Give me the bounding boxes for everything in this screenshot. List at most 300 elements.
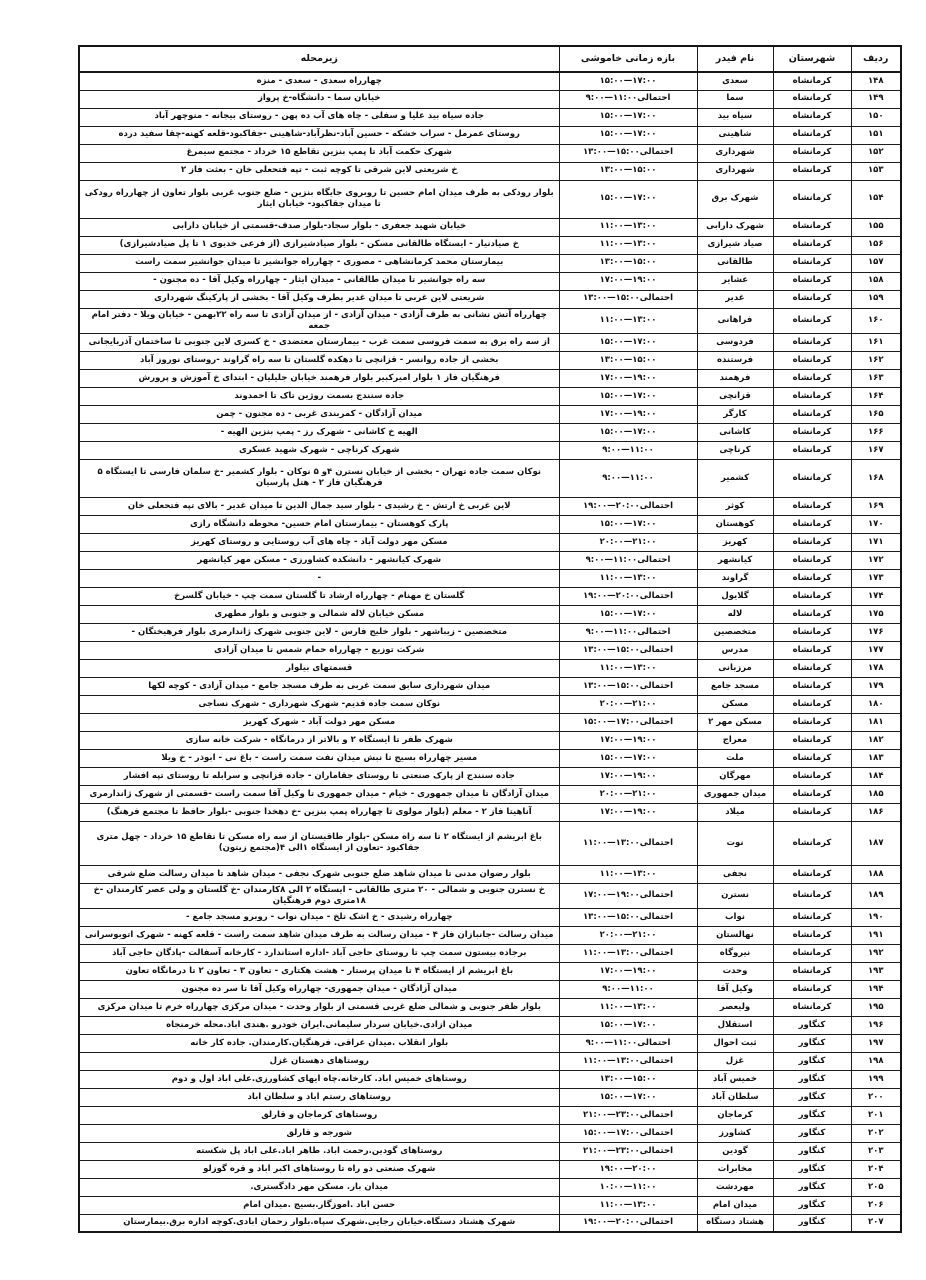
sub-neighborhood-cell: نوکان سمت جاده تهران - بخشی از خیابان نسترن ۴و ۵ نوکان - بلوار کشمیر -خ سلمان فارسی تا ایستگاه ۵ فرهنگیان فاز ۲ - هتل پارسیان xyxy=(79,459,559,497)
row-number-cell: ۱۶۵ xyxy=(851,405,901,423)
row-number-cell: ۱۹۸ xyxy=(851,1052,901,1070)
feeder-name-cell: شهرداری xyxy=(697,144,773,162)
row-number-cell: ۱۷۱ xyxy=(851,533,901,551)
table-row xyxy=(79,108,901,126)
county-cell: کرمانشاه xyxy=(773,308,851,333)
header-row-number: ردیف xyxy=(851,46,901,72)
table-row xyxy=(79,908,901,926)
sub-neighborhood-cell: فرهنگیان فاز ۱ بلوار امیرکبیر بلوار فرهمند خیابان جلیلیان - ابتدای خ آموزش و پرورش xyxy=(79,369,559,387)
county-cell: کرمانشاه xyxy=(773,515,851,533)
feeder-name-cell: ملت xyxy=(697,749,773,767)
row-number-cell: ۱۸۳ xyxy=(851,749,901,767)
header-row xyxy=(79,46,901,72)
outage-time-cell: ۱۱:۰۰—۱۳:۰۰احتمالی xyxy=(559,1052,697,1070)
table-row xyxy=(79,90,901,108)
county-cell: کرمانشاه xyxy=(773,659,851,677)
outage-time-cell: ۹:۰۰—۱۱:۰۰ xyxy=(559,980,697,998)
table-row xyxy=(79,605,901,623)
row-number-cell: ۱۸۹ xyxy=(851,883,901,908)
feeder-name-cell: مهرگان xyxy=(697,767,773,785)
row-number-cell: ۱۶۴ xyxy=(851,387,901,405)
feeder-name-cell: گراوند xyxy=(697,569,773,587)
row-number-cell: ۲۰۷ xyxy=(851,1214,901,1232)
county-cell: کرمانشاه xyxy=(773,883,851,908)
table-row xyxy=(79,144,901,162)
county-cell: کرمانشاه xyxy=(773,908,851,926)
row-number-cell: ۱۸۷ xyxy=(851,821,901,865)
sub-neighborhood-cell: میدان بار. مسکن مهر دادگستری. xyxy=(79,1178,559,1196)
county-cell: کرمانشاه xyxy=(773,272,851,290)
county-cell: کرمانشاه xyxy=(773,865,851,883)
table-body xyxy=(79,72,901,1232)
sub-neighborhood-cell: خیابان شهید جعفری - بلوار سجاد-بلوار صدف-قسمتی از خیابان دارابی xyxy=(79,218,559,236)
sub-neighborhood-cell: چهارراه رشیدی - خ اشک تلخ - میدان نواب - روبرو مسجد جامع - xyxy=(79,908,559,926)
row-number-cell: ۲۰۴ xyxy=(851,1160,901,1178)
county-cell: کرمانشاه xyxy=(773,218,851,236)
feeder-name-cell: کوثر xyxy=(697,497,773,515)
feeder-name-cell: کشاورز xyxy=(697,1124,773,1142)
outage-time-cell: ۱۱:۰۰—۱۳:۰۰ xyxy=(559,236,697,254)
feeder-name-cell: مسجد جامع xyxy=(697,677,773,695)
outage-time-cell: ۱۳:۰۰—۱۵:۰۰احتمالی xyxy=(559,290,697,308)
sub-neighborhood-cell: میدان ازادی.خیابان سردار سلیمانی.ایران خودرو .هندی اباد.محله خرمنجاه xyxy=(79,1016,559,1034)
county-cell: کنگاور xyxy=(773,1088,851,1106)
county-cell: کرمانشاه xyxy=(773,180,851,218)
feeder-name-cell: کرناچی xyxy=(697,441,773,459)
feeder-name-cell: استقلال xyxy=(697,1016,773,1034)
outage-time-cell: ۱۱:۰۰—۱۳:۰۰احتمالی xyxy=(559,821,697,865)
sub-neighborhood-cell: شهرک حکمت آباد تا پمپ بنزین تقاطع ۱۵ خرداد - مجتمع سیمرغ xyxy=(79,144,559,162)
outage-time-cell: ۱۵:۰۰—۱۷:۰۰ xyxy=(559,333,697,351)
sub-neighborhood-cell: میدان رسالت -جانبازان فاز ۴ - میدان رسالت به طرف میدان شاهد سمت راست - قلعه کهنه - شهرک اتوبوسرانی xyxy=(79,926,559,944)
sub-neighborhood-cell: بلوار رضوان مدنی تا میدان شاهد ضلع جنوبی شهرک نجفی - میدان شاهد تا میدان رسالت ضلع شرقی xyxy=(79,865,559,883)
sub-neighborhood-cell: شهرک کرناچی - شهرک شهید عسکری xyxy=(79,441,559,459)
county-cell: کرمانشاه xyxy=(773,162,851,180)
feeder-name-cell: مهردشت xyxy=(697,1178,773,1196)
outage-time-cell: ۱۵:۰۰—۱۷:۰۰ xyxy=(559,749,697,767)
row-number-cell: ۱۸۸ xyxy=(851,865,901,883)
county-cell: کرمانشاه xyxy=(773,605,851,623)
row-number-cell: ۱۵۵ xyxy=(851,218,901,236)
row-number-cell: ۱۵۴ xyxy=(851,180,901,218)
table-row xyxy=(79,180,901,218)
table-row xyxy=(79,1214,901,1232)
feeder-name-cell: صیاد شیرازی xyxy=(697,236,773,254)
sub-neighborhood-cell: شهرک صنعتی دو راه تا روستاهای اکبر اباد و قره گوزلو xyxy=(79,1160,559,1178)
sub-neighborhood-cell: باغ ابریشم از ایستگاه ۲ تا سه راه مسکن -بلوار طاقبستان از سه راه مسکن تا تقاطع ۱۵ خرداد - چهل متری جقاکبود -تعاون از ایستگاه ۱الی ۴(مجتمع زیتون) xyxy=(79,821,559,865)
table-row xyxy=(79,333,901,351)
feeder-name-cell: نهالستان xyxy=(697,926,773,944)
sub-neighborhood-cell: شریعتی لاین غربی تا میدان غدیر بطرف وکیل آقا - بخشی از پارکینگ شهرداری xyxy=(79,290,559,308)
row-number-cell: ۱۹۷ xyxy=(851,1034,901,1052)
table-header xyxy=(79,46,901,72)
outage-time-cell: ۱۱:۰۰—۱۳:۰۰ xyxy=(559,659,697,677)
outage-time-cell: ۱۹:۰۰—۲۰:۰۰احتمالی xyxy=(559,587,697,605)
table-row xyxy=(79,865,901,883)
sub-neighborhood-cell: روستاهای خمیس اباد. کارخانه.چاه ایهای کشاورزی.علی اباد اول و دوم xyxy=(79,1070,559,1088)
table-row xyxy=(79,497,901,515)
table-row xyxy=(79,1052,901,1070)
sub-neighborhood-cell: مسیر چهارراه بسیج تا نبش میدان نفت سمت راست - باغ نی - ابوذر - خ ویلا xyxy=(79,749,559,767)
outage-time-cell: ۲۱:۰۰—۲۳:۰۰احتمالی xyxy=(559,1106,697,1124)
sub-neighborhood-cell: مسکن مهر دولت آباد - شهرک کهریز xyxy=(79,713,559,731)
sub-neighborhood-cell: خ صیادنیار - ایستگاه طالقانی مسکن - بلوار صیادشیرازی (از فرعی خدیوی ۱ تا پل صیادشیرازی) xyxy=(79,236,559,254)
county-cell: کرمانشاه xyxy=(773,944,851,962)
outage-time-cell: ۱۱:۰۰—۱۳:۰۰ xyxy=(559,1196,697,1214)
county-cell: کرمانشاه xyxy=(773,998,851,1016)
county-cell: کرمانشاه xyxy=(773,423,851,441)
table-row xyxy=(79,785,901,803)
outage-time-cell: ۲۰:۰۰—۲۱:۰۰ xyxy=(559,533,697,551)
feeder-name-cell: نجفی xyxy=(697,865,773,883)
county-cell: کرمانشاه xyxy=(773,551,851,569)
sub-neighborhood-cell: میدان آزادگان تا میدان جمهوری - خیام - میدان جمهوری تا وکیل آقا سمت راست -قسمتی از شهرک ژاندارمری xyxy=(79,785,559,803)
sub-neighborhood-cell: بلوار انقلاب .میدان عراقی. فرهنگیان.کارمندان. جاده کار خانه xyxy=(79,1034,559,1052)
feeder-name-cell: مدرس xyxy=(697,641,773,659)
row-number-cell: ۲۰۰ xyxy=(851,1088,901,1106)
table-row xyxy=(79,767,901,785)
sub-neighborhood-cell: الهیه خ کاشانی - شهرک رز - پمپ بنزین الهیه - xyxy=(79,423,559,441)
feeder-name-cell: کیانشهر xyxy=(697,551,773,569)
feeder-name-cell: نواب xyxy=(697,908,773,926)
table-row xyxy=(79,441,901,459)
feeder-name-cell: مرزبانی xyxy=(697,659,773,677)
row-number-cell: ۱۷۴ xyxy=(851,587,901,605)
row-number-cell: ۱۹۱ xyxy=(851,926,901,944)
outage-time-cell: ۲۰:۰۰—۲۱:۰۰ xyxy=(559,695,697,713)
table-row xyxy=(79,1016,901,1034)
sub-neighborhood-cell: جاده سیاه بید علیا و سفلی - چاه های آب ده پهن - روستای بیجانه - منوچهر آباد xyxy=(79,108,559,126)
county-cell: کرمانشاه xyxy=(773,569,851,587)
county-cell: کنگاور xyxy=(773,1160,851,1178)
table-row xyxy=(79,695,901,713)
county-cell: کرمانشاه xyxy=(773,803,851,821)
county-cell: کرمانشاه xyxy=(773,821,851,865)
row-number-cell: ۱۵۲ xyxy=(851,144,901,162)
county-cell: کنگاور xyxy=(773,1106,851,1124)
county-cell: کرمانشاه xyxy=(773,926,851,944)
row-number-cell: ۱۶۸ xyxy=(851,459,901,497)
feeder-name-cell: سعدی xyxy=(697,72,773,90)
county-cell: کرمانشاه xyxy=(773,387,851,405)
row-number-cell: ۱۶۱ xyxy=(851,333,901,351)
row-number-cell: ۱۸۵ xyxy=(851,785,901,803)
header-feeder-name: نام فیدر xyxy=(697,46,773,72)
feeder-name-cell: فردوسی xyxy=(697,333,773,351)
row-number-cell: ۲۰۱ xyxy=(851,1106,901,1124)
feeder-name-cell: لاله xyxy=(697,605,773,623)
feeder-name-cell: وکیل آقا xyxy=(697,980,773,998)
table-row xyxy=(79,308,901,333)
outage-time-cell: ۹:۰۰—۱۱:۰۰احتمالی xyxy=(559,90,697,108)
feeder-name-cell: میدان امام xyxy=(697,1196,773,1214)
table-row xyxy=(79,803,901,821)
county-cell: کرمانشاه xyxy=(773,767,851,785)
outage-time-cell: ۱۱:۰۰—۱۳:۰۰احتمالی xyxy=(559,944,697,962)
county-cell: کرمانشاه xyxy=(773,713,851,731)
county-cell: کرمانشاه xyxy=(773,785,851,803)
table-row xyxy=(79,1160,901,1178)
county-cell: کرمانشاه xyxy=(773,459,851,497)
county-cell: کرمانشاه xyxy=(773,126,851,144)
row-number-cell: ۱۶۹ xyxy=(851,497,901,515)
outage-time-cell: ۱۵:۰۰—۱۷:۰۰ xyxy=(559,180,697,218)
county-cell: کنگاور xyxy=(773,1214,851,1232)
outage-time-cell: ۱۱:۰۰—۱۳:۰۰ xyxy=(559,865,697,883)
row-number-cell: ۱۶۷ xyxy=(851,441,901,459)
table-row xyxy=(79,659,901,677)
header-county: شهرستان xyxy=(773,46,851,72)
table-row xyxy=(79,677,901,695)
feeder-name-cell: شهرک دارابی xyxy=(697,218,773,236)
table-row xyxy=(79,290,901,308)
row-number-cell: ۱۷۷ xyxy=(851,641,901,659)
feeder-name-cell: میدان جمهوری xyxy=(697,785,773,803)
county-cell: کرمانشاه xyxy=(773,441,851,459)
county-cell: کرمانشاه xyxy=(773,144,851,162)
outage-time-cell: ۱۳:۰۰—۱۵:۰۰احتمالی xyxy=(559,144,697,162)
feeder-name-cell: ولیعصر xyxy=(697,998,773,1016)
county-cell: کنگاور xyxy=(773,1142,851,1160)
county-cell: کرمانشاه xyxy=(773,749,851,767)
header-sub-neighborhood: زیرمحله xyxy=(79,46,559,72)
table-row xyxy=(79,944,901,962)
outage-time-cell: ۱۷:۰۰—۱۹:۰۰ xyxy=(559,731,697,749)
outage-time-cell: ۲۰:۰۰—۲۱:۰۰ xyxy=(559,926,697,944)
row-number-cell: ۱۷۵ xyxy=(851,605,901,623)
outage-time-cell: ۹:۰۰—۱۱:۰۰احتمالی xyxy=(559,551,697,569)
row-number-cell: ۱۶۲ xyxy=(851,351,901,369)
county-cell: کنگاور xyxy=(773,1196,851,1214)
table-row xyxy=(79,515,901,533)
outage-time-cell: ۱۵:۰۰—۱۷:۰۰ xyxy=(559,126,697,144)
sub-neighborhood-cell: لاین غربی خ ارتش - خ رشیدی - بلوار سید جمال الدین تا میدان غدیر - بالای تپه فتحعلی خان xyxy=(79,497,559,515)
county-cell: کرمانشاه xyxy=(773,333,851,351)
sub-neighborhood-cell: مسکن خیابان لاله شمالی و جنوبی و بلوار مطهری xyxy=(79,605,559,623)
county-cell: کرمانشاه xyxy=(773,731,851,749)
feeder-name-cell: مخابرات xyxy=(697,1160,773,1178)
row-number-cell: ۱۵۳ xyxy=(851,162,901,180)
sub-neighborhood-cell: روستاهای دهستان غزل xyxy=(79,1052,559,1070)
feeder-name-cell: کوهستان xyxy=(697,515,773,533)
row-number-cell: ۱۸۰ xyxy=(851,695,901,713)
feeder-name-cell: نسترن xyxy=(697,883,773,908)
county-cell: کرمانشاه xyxy=(773,90,851,108)
table-row xyxy=(79,1124,901,1142)
outage-time-cell: ۱۵:۰۰—۱۷:۰۰ xyxy=(559,1088,697,1106)
outage-time-cell: ۱۳:۰۰—۱۵:۰۰احتمالی xyxy=(559,908,697,926)
county-cell: کنگاور xyxy=(773,1034,851,1052)
county-cell: کرمانشاه xyxy=(773,677,851,695)
feeder-name-cell: فرستنده xyxy=(697,351,773,369)
feeder-name-cell: کشمیر xyxy=(697,459,773,497)
table-row xyxy=(79,1142,901,1160)
row-number-cell: ۱۹۲ xyxy=(851,944,901,962)
county-cell: کرمانشاه xyxy=(773,405,851,423)
row-number-cell: ۱۵۸ xyxy=(851,272,901,290)
feeder-name-cell: معراج xyxy=(697,731,773,749)
row-number-cell: ۱۵۹ xyxy=(851,290,901,308)
county-cell: کرمانشاه xyxy=(773,108,851,126)
table-row xyxy=(79,1034,901,1052)
county-cell: کرمانشاه xyxy=(773,254,851,272)
feeder-name-cell: نوت xyxy=(697,821,773,865)
sub-neighborhood-cell: - xyxy=(79,569,559,587)
sub-neighborhood-cell: مسکن مهر دولت آباد - چاه های آب روستایی و روستای کهریز xyxy=(79,533,559,551)
outage-time-cell: ۹:۰۰—۱۱:۰۰احتمالی xyxy=(559,1034,697,1052)
sub-neighborhood-cell: شرکت توزیع - چهارراه حمام شمس تا میدان آزادی xyxy=(79,641,559,659)
feeder-name-cell: سیاه بید xyxy=(697,108,773,126)
county-cell: کنگاور xyxy=(773,1178,851,1196)
outage-time-cell: ۱۱:۰۰—۱۳:۰۰ xyxy=(559,218,697,236)
sub-neighborhood-cell: خیابان سما - دانشگاه-خ پرواز xyxy=(79,90,559,108)
outage-time-cell: ۱۳:۰۰—۱۵:۰۰احتمالی xyxy=(559,677,697,695)
county-cell: کرمانشاه xyxy=(773,533,851,551)
outage-time-cell: ۱۹:۰۰—۲۰:۰۰ xyxy=(559,1160,697,1178)
sub-neighborhood-cell: شورجه و قارلق xyxy=(79,1124,559,1142)
sub-neighborhood-cell: بخشی از جاده روانسر - قزانچی تا دهکده گلستان تا سه راه گراوند -روستای نوروز آباد xyxy=(79,351,559,369)
sub-neighborhood-cell: بلوار رودکی به طرف میدان امام حسین تا روبروی جایگاه بنزین - ضلع جنوب غربی بلوار تعاون از چهارراه رودکی تا میدان جقاکبود- خیابان ایثار xyxy=(79,180,559,218)
sub-neighborhood-cell: نوکان سمت جاده قدیم- شهرک شهرداری - شهرک نساجی xyxy=(79,695,559,713)
county-cell: کرمانشاه xyxy=(773,623,851,641)
outage-schedule-table xyxy=(78,45,902,1233)
table-row xyxy=(79,883,901,908)
county-cell: کرمانشاه xyxy=(773,290,851,308)
row-number-cell: ۱۷۰ xyxy=(851,515,901,533)
sub-neighborhood-cell: برجاده بیستون سمت چپ تا روستای حاجی آباد -اداره استاندارد - کارخانه آسفالت -پادگان حاجی آباد xyxy=(79,944,559,962)
county-cell: کرمانشاه xyxy=(773,980,851,998)
feeder-name-cell: وحدت xyxy=(697,962,773,980)
table-row xyxy=(79,72,901,90)
outage-time-cell: ۱۳:۰۰—۱۵:۰۰ xyxy=(559,162,697,180)
sub-neighborhood-cell: سه راه جوانشیر تا میدان طالقانی - میدان ایثار - چهارراه وکیل آقا - ده مجنون - xyxy=(79,272,559,290)
feeder-name-cell: غزل xyxy=(697,1052,773,1070)
table-row xyxy=(79,926,901,944)
outage-time-cell: ۱۵:۰۰—۱۷:۰۰ xyxy=(559,605,697,623)
row-number-cell: ۲۰۵ xyxy=(851,1178,901,1196)
table-row xyxy=(79,587,901,605)
row-number-cell: ۱۹۶ xyxy=(851,1016,901,1034)
table-row xyxy=(79,254,901,272)
feeder-name-cell: خمیس آباد xyxy=(697,1070,773,1088)
table-row xyxy=(79,272,901,290)
row-number-cell: ۱۴۸ xyxy=(851,72,901,90)
county-cell: کرمانشاه xyxy=(773,497,851,515)
county-cell: کرمانشاه xyxy=(773,72,851,90)
outage-time-cell: ۱۷:۰۰—۱۹:۰۰ xyxy=(559,803,697,821)
outage-time-cell: ۱۱:۰۰—۱۳:۰۰ xyxy=(559,308,697,333)
row-number-cell: ۱۷۲ xyxy=(851,551,901,569)
feeder-name-cell: کرماجان xyxy=(697,1106,773,1124)
row-number-cell: ۱۸۶ xyxy=(851,803,901,821)
row-number-cell: ۱۵۷ xyxy=(851,254,901,272)
feeder-name-cell: کاشانی xyxy=(697,423,773,441)
table-row xyxy=(79,641,901,659)
row-number-cell: ۱۵۰ xyxy=(851,108,901,126)
outage-time-cell: ۱۷:۰۰—۱۹:۰۰ xyxy=(559,962,697,980)
feeder-name-cell: کارگر xyxy=(697,405,773,423)
row-number-cell: ۱۸۲ xyxy=(851,731,901,749)
table-row xyxy=(79,821,901,865)
table-row xyxy=(79,1088,901,1106)
row-number-cell: ۱۷۶ xyxy=(851,623,901,641)
sub-neighborhood-cell: روستاهای رستم اباد و سلطان اباد xyxy=(79,1088,559,1106)
table-row xyxy=(79,369,901,387)
sub-neighborhood-cell: قسمتهای بیلوار xyxy=(79,659,559,677)
table-row xyxy=(79,533,901,551)
sub-neighborhood-cell: از سه راه برق به سمت فروسی سمت غرب - بیمارستان معتضدی - خ کسری لاین جنوبی تا ساختمان آذربایجانی xyxy=(79,333,559,351)
feeder-name-cell: طالقانی xyxy=(697,254,773,272)
feeder-name-cell: متخصصین xyxy=(697,623,773,641)
feeder-name-cell: فرهمند xyxy=(697,369,773,387)
outage-time-cell: ۲۰:۰۰—۲۱:۰۰ xyxy=(559,785,697,803)
county-cell: کرمانشاه xyxy=(773,236,851,254)
outage-time-cell: ۱۳:۰۰—۱۵:۰۰ xyxy=(559,254,697,272)
table-row xyxy=(79,423,901,441)
sub-neighborhood-cell: باغ ابریشم از ایستگاه ۴ تا میدان پرستار - هشت هکتاری - تعاون ۳ - تعاون ۲ تا درمانگاه تعاون xyxy=(79,962,559,980)
feeder-name-cell: شهرک برق xyxy=(697,180,773,218)
feeder-name-cell: شهرداری xyxy=(697,162,773,180)
county-cell: کرمانشاه xyxy=(773,641,851,659)
feeder-name-cell: مسکن xyxy=(697,695,773,713)
county-cell: کرمانشاه xyxy=(773,695,851,713)
feeder-name-cell: کهریز xyxy=(697,533,773,551)
table-row xyxy=(79,351,901,369)
outage-schedule-sheet xyxy=(78,45,902,1233)
row-number-cell: ۱۸۱ xyxy=(851,713,901,731)
outage-time-cell: ۱۷:۰۰—۱۹:۰۰ xyxy=(559,369,697,387)
outage-time-cell: ۱۳:۰۰—۱۵:۰۰ xyxy=(559,351,697,369)
table-row xyxy=(79,1196,901,1214)
sub-neighborhood-cell: شهرک ظفر تا ایستگاه ۲ و بالاتر از درمانگاه - شرکت خانه سازی xyxy=(79,731,559,749)
table-row xyxy=(79,1178,901,1196)
row-number-cell: ۱۴۹ xyxy=(851,90,901,108)
row-number-cell: ۱۹۹ xyxy=(851,1070,901,1088)
outage-time-cell: ۱۵:۰۰—۱۷:۰۰ xyxy=(559,515,697,533)
outage-time-cell: ۱۵:۰۰—۱۷:۰۰احتمالی xyxy=(559,1124,697,1142)
sub-neighborhood-cell: روستاهای گودین.رحمت اباد. طاهر اباد.علی اباد پل شکسته xyxy=(79,1142,559,1160)
outage-time-cell: ۱۹:۰۰—۲۰:۰۰احتمالی xyxy=(559,497,697,515)
table-row xyxy=(79,551,901,569)
sub-neighborhood-cell: میدان شهرداری سابق سمت غربی به طرف مسجد جامع - میدان آزادی - کوچه لکها xyxy=(79,677,559,695)
outage-time-cell: ۱۷:۰۰—۱۹:۰۰ xyxy=(559,767,697,785)
county-cell: کنگاور xyxy=(773,1070,851,1088)
table-row xyxy=(79,162,901,180)
sub-neighborhood-cell: جاده سنندج از پارک صنعتی تا روستای جقاماران - جاده قزانچی و سرابله تا روستای تپه افشار xyxy=(79,767,559,785)
feeder-name-cell: عشایر xyxy=(697,272,773,290)
row-number-cell: ۱۷۹ xyxy=(851,677,901,695)
row-number-cell: ۲۰۳ xyxy=(851,1142,901,1160)
row-number-cell: ۲۰۶ xyxy=(851,1196,901,1214)
outage-time-cell: ۱۹:۰۰—۲۰:۰۰احتمالی xyxy=(559,1214,697,1232)
feeder-name-cell: شاهینی xyxy=(697,126,773,144)
table-row xyxy=(79,962,901,980)
row-number-cell: ۱۸۴ xyxy=(851,767,901,785)
sub-neighborhood-cell: شهرک هشتاد دستگاه.خیابان رجایی.شهرک سپاه.بلوار رحمان ابادی.کوچه اداره برق.بیمارستان xyxy=(79,1214,559,1232)
county-cell: کرمانشاه xyxy=(773,351,851,369)
row-number-cell: ۲۰۲ xyxy=(851,1124,901,1142)
outage-time-cell: ۱۷:۰۰—۱۹:۰۰ xyxy=(559,405,697,423)
outage-time-cell: ۱۰:۰۰—۱۱:۰۰ xyxy=(559,1178,697,1196)
table-row xyxy=(79,998,901,1016)
sub-neighborhood-cell: بلوار ظفر جنوبی و شمالی ضلع غربی قسمتی از بلوار وحدت - میدان مرکزی چهارراه خرم تا میدان مرکزی xyxy=(79,998,559,1016)
row-number-cell: ۱۹۴ xyxy=(851,980,901,998)
outage-time-cell: ۱۵:۰۰—۱۷:۰۰احتمالی xyxy=(559,713,697,731)
feeder-name-cell: گودین xyxy=(697,1142,773,1160)
feeder-name-cell: سما xyxy=(697,90,773,108)
table-row xyxy=(79,713,901,731)
sub-neighborhood-cell: پارک کوهستان - بیمارستان امام حسین- محوطه دانشگاه رازی xyxy=(79,515,559,533)
